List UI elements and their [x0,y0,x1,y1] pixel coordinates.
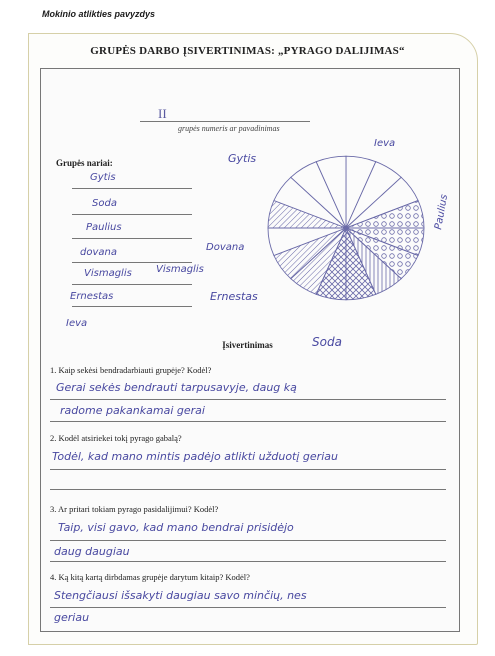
answer-line [50,399,446,400]
answer-1-line-1: Gerai sekės bendrauti tarpusavyje, daug ką [56,381,297,394]
figure-caption: Mokinio atlikties pavyzdys [42,9,156,19]
member-7: Ieva [66,318,88,329]
group-number-line [140,121,310,122]
member-line [72,262,192,263]
pie-label-4: Ieva [374,138,396,149]
group-number-label: grupės numeris ar pavadinimas [178,124,280,133]
member-4: dovana [80,247,117,258]
answer-1-line-2: radome pakankamai gerai [60,404,205,417]
answer-line [50,607,446,608]
question-4: 4. Ką kitą kartą dirbdamas grupėje darytum kitaip? Kodėl? [50,572,250,582]
question-2: 2. Kodėl atsiriekei tokį pyrago gabalą? [50,433,182,443]
question-3: 3. Ar pritari tokiam pyrago pasidalijimui? Kodėl? [50,504,219,514]
answer-3-line-2: daug daugiau [54,545,130,558]
member-1: Gytis [90,172,116,183]
member-2: Soda [92,198,117,209]
member-line [72,306,192,307]
answer-line [50,469,446,470]
member-line [72,238,192,239]
member-line [72,284,192,285]
member-line [72,188,192,189]
member-line [72,214,192,215]
pie-label-3: Dovana [206,242,245,253]
answer-4-line-1: Stengčiausi išsakyti daugiau savo minčių, nes [54,589,307,602]
members-label: Grupės nariai: [56,158,113,168]
pie-label-6: Ernestas [210,290,258,303]
member-6: Ernestas [70,291,114,302]
member-3: Paulius [86,222,122,233]
group-number-value: II [158,106,167,121]
pie-label-2: Vismaglis [156,264,204,275]
member-5: Vismaglis [84,268,132,279]
worksheet-title: GRUPĖS DARBO ĮSIVERTINIMAS: „PYRAGO DALIJIMAS“ [90,45,405,57]
answer-line [50,489,446,490]
pie-label-7: Soda [312,335,342,349]
answer-line [50,561,446,562]
answer-line [50,540,446,541]
pie-label-5: Paulius [433,193,451,231]
answer-2-line-1: Todėl, kad mano mintis padėjo atlikti užduotį geriau [52,450,338,463]
answer-4-line-2: geriau [54,611,90,624]
pie-label-1: Gytis [228,152,257,165]
answer-3-line-1: Taip, visi gavo, kad mano bendrai prisidėjo [58,521,294,534]
answer-line [50,421,446,422]
question-1: 1. Kaip sekėsi bendradarbiauti grupėje? Kodėl? [50,365,212,375]
evaluation-title: Įsivertinimas [222,340,273,350]
